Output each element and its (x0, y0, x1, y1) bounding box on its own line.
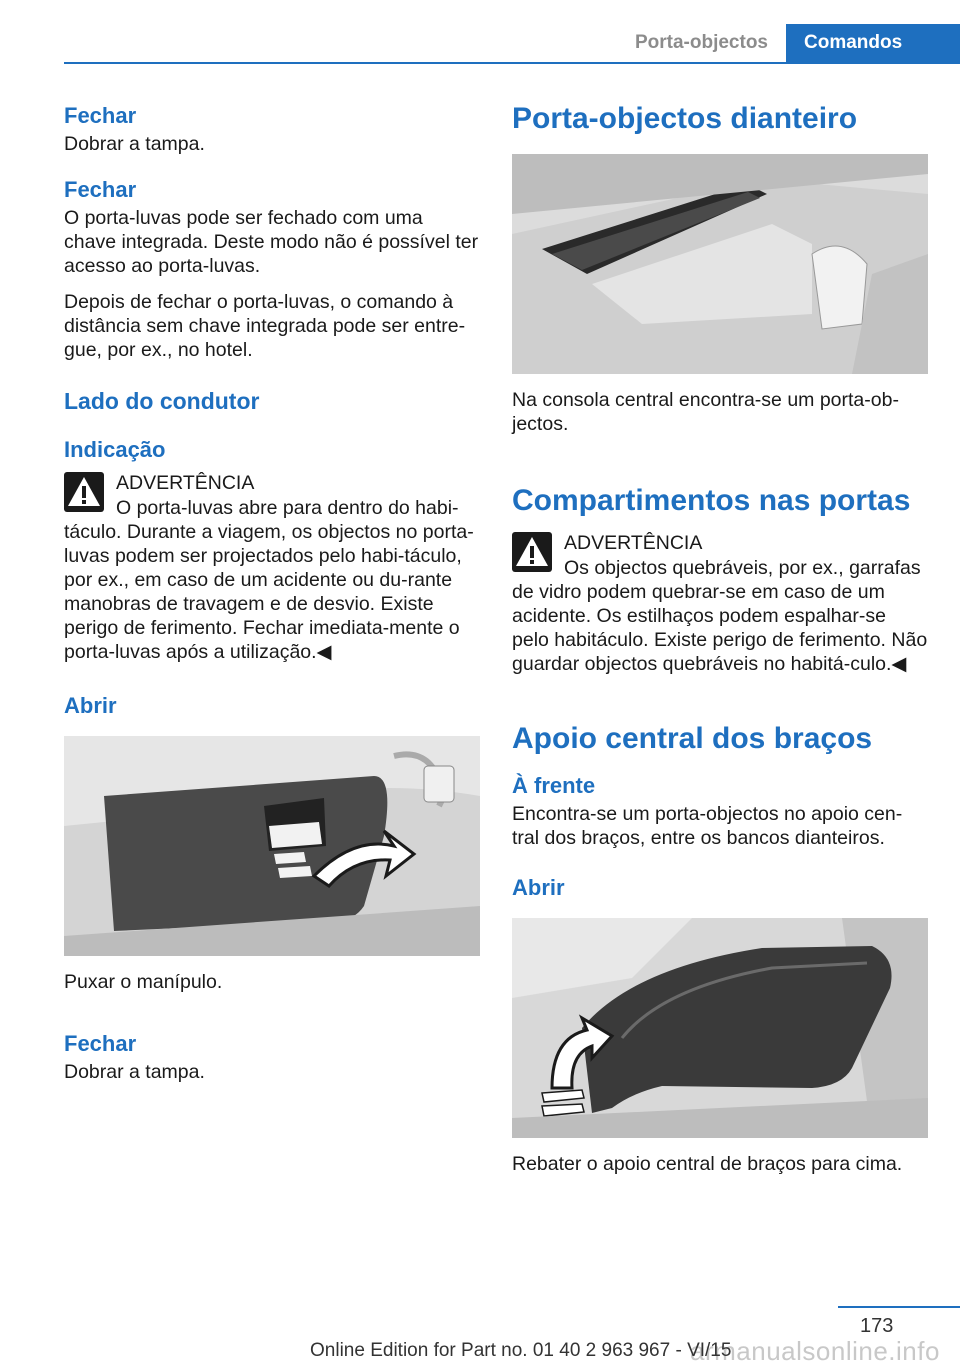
tab-chapter[interactable]: Comandos (786, 24, 960, 62)
warning-triangle-icon (64, 472, 104, 512)
header-tabs (617, 24, 960, 62)
watermark: armanualsonline.info (690, 1336, 940, 1366)
warning-triangle-icon (512, 532, 552, 572)
heading-apoio-central: Apoio central dos braços (512, 722, 873, 755)
warning-block (512, 530, 928, 676)
text-rebater: Rebater o apoio central de braços para cima. (512, 1153, 903, 1175)
text-depois: Depois de fechar o porta-luvas, o comando à distância sem chave integrada pode ser entre-gue, por ex., no hotel. (64, 291, 466, 361)
heading-fechar: Fechar (64, 177, 137, 202)
edition-text: Online Edition for Part no. 01 40 2 963 967 - VI/15 (310, 1340, 732, 1361)
warning-first-line: Os objectos quebráveis, por ex., garrafas (564, 557, 921, 579)
page-number: 173 (860, 1315, 894, 1337)
header-rule (64, 62, 960, 64)
heading-fechar: Fechar (64, 103, 137, 128)
heading-abrir: Abrir (512, 875, 565, 900)
text-encontra: Encontra-se um porta-objectos no apoio cen-tral dos braços, entre os bancos dianteiros. (512, 803, 903, 849)
armrest-photo (512, 918, 928, 1138)
text-puxar: Puxar o manípulo. (64, 971, 223, 993)
left-column (64, 96, 480, 1084)
text-chave: O porta-luvas pode ser fechado com uma chave integrada. Deste modo não é possível ter acesso ao porta-luvas. (64, 207, 479, 277)
warning-block (64, 470, 480, 664)
text-dobrar: Dobrar a tampa. (64, 1061, 205, 1083)
front-tray-photo (512, 154, 928, 374)
heading-indicacao: Indicação (64, 437, 166, 462)
right-column (512, 96, 928, 1176)
heading-porta-objectos-dianteiro: Porta-objectos dianteiro (512, 102, 858, 135)
warning-title: ADVERTÊNCIA (116, 472, 255, 494)
warning-rest: táculo. Durante a viagem, os objectos no porta-luvas podem ser projectados pelo habi-táculo, por ex., em caso de um acidente ou du-rante manobras de travagem e de desvio. Existe perigo de ferimento. Fechar imediata-mente o porta-luvas após a utilização.◀ (64, 521, 474, 663)
heading-abrir: Abrir (64, 693, 117, 718)
heading-compartimentos: Compartimentos nas portas (512, 484, 911, 517)
glovebox-photo (64, 736, 480, 956)
warning-first-line: O porta-luvas abre para dentro do habi- (116, 497, 459, 519)
warning-title: ADVERTÊNCIA (564, 532, 703, 554)
footer-rule (838, 1306, 960, 1308)
text-consola: Na consola central encontra-se um porta-ob-jectos. (512, 389, 899, 435)
warning-text (512, 556, 928, 676)
tab-section[interactable]: Porta-objectos (634, 32, 768, 53)
heading-fechar: Fechar (64, 1031, 137, 1056)
warning-rest: de vidro podem quebrar-se em caso de um acidente. Os estilhaços podem espalhar-se pelo habitáculo. Existe perigo de ferimento. Não guardar objectos quebráveis no habitá-culo.◀ (512, 581, 928, 675)
text-dobrar: Dobrar a tampa. (64, 133, 205, 155)
heading-a-frente: À frente (512, 773, 596, 798)
warning-text (64, 496, 480, 664)
heading-lado-condutor: Lado do condutor (64, 388, 260, 414)
